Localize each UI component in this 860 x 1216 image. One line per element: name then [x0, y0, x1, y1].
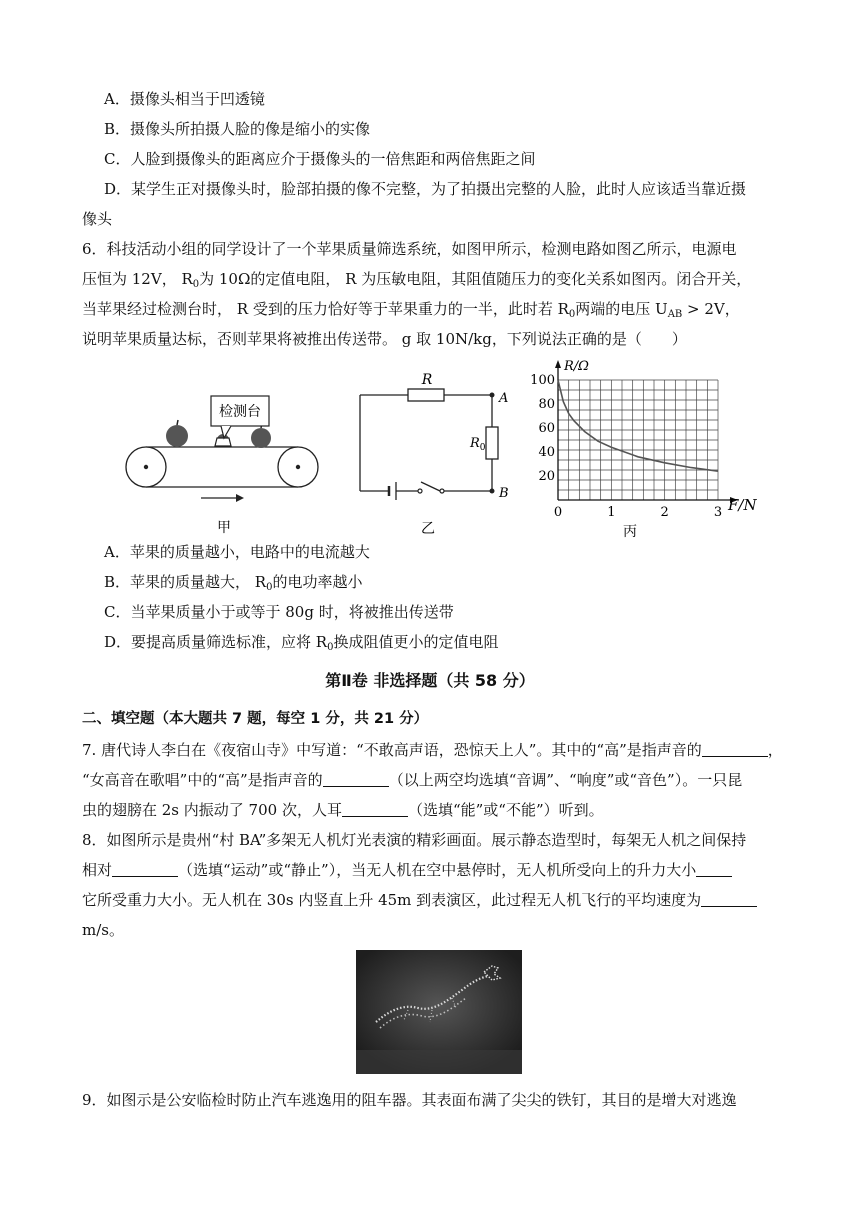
resistance-curve	[558, 380, 718, 471]
answer-blank[interactable]	[696, 860, 732, 877]
resistor-R0	[486, 427, 498, 459]
answer-blank[interactable]	[342, 800, 408, 817]
label-B: B	[499, 486, 509, 501]
detection-label: 检测台	[219, 404, 261, 420]
q5-option-b: B．摄像头所拍摄人脸的像是缩小的实像	[104, 120, 371, 138]
q6-line-2: 压恒为 12V， $R_0$为 10Ω的定值电阻， R 为压敏电阻，其阻值随压力的变化关系如图丙。闭合开关，	[82, 270, 752, 290]
q6-line-1: 6．科技活动小组的同学设计了一个苹果质量筛选系统，如图甲所示，检测电路如图乙所示，电源电	[82, 240, 737, 258]
q5-option-a: A．摄像头相当于凹透镜	[104, 90, 265, 108]
y-tick-label: 100	[530, 373, 555, 388]
drone-show-photo	[356, 950, 522, 1074]
q5-option-c: C．人脸到摄像头的距离应介于摄像头的一倍焦距和两倍焦距之间	[104, 150, 536, 168]
apple-icon	[251, 423, 271, 448]
y-axis-label: R/Ω	[564, 359, 589, 374]
part-two-heading: 第Ⅱ卷 非选择题（共 58 分）	[325, 671, 535, 690]
q6-option-b: B．苹果的质量越大， $R_0$的电功率越小	[104, 573, 363, 593]
y-axis-arrow	[555, 360, 561, 368]
y-tick-label: 40	[538, 445, 555, 460]
q6-option-d: D．要提高质量筛选标准，应将 $R_0$换成阻值更小的定值电阻	[104, 633, 499, 653]
answer-blank[interactable]	[701, 890, 757, 907]
label-R: R	[421, 372, 433, 388]
answer-blank[interactable]	[112, 860, 178, 877]
switch	[421, 482, 440, 491]
caption-yi: 乙	[421, 521, 435, 537]
answer-blank[interactable]	[702, 740, 768, 757]
q6-option-a: A．苹果的质量越小，电路中的电流越大	[104, 543, 370, 561]
figure-jia-conveyor	[118, 390, 330, 540]
q8-line-4: m/s。	[82, 921, 124, 939]
q8-line-3: 它所受重力大小。无人机在 30s 内竖直上升 45m 到表演区，此过程无人机飞行的平均速度为	[82, 890, 757, 910]
resistor-R	[408, 389, 444, 401]
y-tick-label: 20	[538, 469, 555, 484]
x-tick-label: 3	[713, 505, 723, 520]
apple-icon	[166, 420, 188, 447]
q9-line-1: 9．如图示是公安临检时防止汽车逃逸用的阻车器。其表面布满了尖尖的铁钉，其目的是增大对逃逸	[82, 1091, 737, 1109]
q7-line-2: “女高音在歌唱”中的“高”是指声音的 （以上两空均选填“音调”、“响度”或“音色”）。一只昆	[82, 771, 743, 789]
x-tick-label: 0	[553, 505, 563, 520]
label-R0: $R_0$	[470, 436, 486, 453]
q8-line-1: 8．如图所示是贵州“村 BA”多架无人机灯光表演的精彩画面。展示静态造型时，每架无人机之间保持	[82, 831, 747, 849]
q6-line-3: 当苹果经过检测台时， R 受到的压力恰好等于苹果重力的一半，此时若 $R_0$两端的电压 $U_{AB} > 2V$，	[82, 300, 740, 320]
answer-blank[interactable]	[323, 770, 389, 787]
figure-yi-circuit	[348, 370, 520, 540]
y-tick-label: 80	[538, 397, 555, 412]
x-tick-label: 1	[607, 505, 616, 520]
q5-option-d-cont: 像头	[82, 210, 113, 228]
y-tick-label: 60	[538, 421, 555, 436]
q7-line-3: 虫的翅膀在 2s 内振动了 700 次，人耳 （选填“能”或“不能”）听到。	[82, 801, 604, 819]
dragon-drone-formation	[356, 950, 522, 1074]
q5-option-d: D．某学生正对摄像头时，脸部拍摄的像不完整，为了拍摄出完整的人脸，此时人应该适当靠近摄	[104, 180, 747, 198]
x-tick-label: 2	[660, 505, 669, 520]
q6-option-c: C．当苹果质量小于或等于 80g 时，将被推出传送带	[104, 603, 454, 621]
caption-bing: 丙	[623, 524, 637, 540]
label-A: A	[499, 391, 509, 406]
q7-line-1: 7. 唐代诗人李白在《夜宿山寺》中写道：“不敢高声语，恐惊天上人”。其中的“高”是指声音的 ，	[82, 741, 783, 759]
x-axis-label: F/N	[728, 496, 757, 514]
figure-bing-chart	[526, 356, 770, 540]
section-fill-in-title: 二、填空题（本大题共 7 题，每空 1 分，共 21 分）	[82, 711, 429, 727]
q8-line-2: 相对 （选填“运动”或“静止”），当无人机在空中悬停时，无人机所受向上的升力大小	[82, 860, 732, 880]
q6-line-4: 说明苹果质量达标，否则苹果将被推出传送带。 g 取 10N/kg，下列说法正确的是（ ）	[82, 330, 687, 348]
caption-jia: 甲	[217, 520, 231, 536]
